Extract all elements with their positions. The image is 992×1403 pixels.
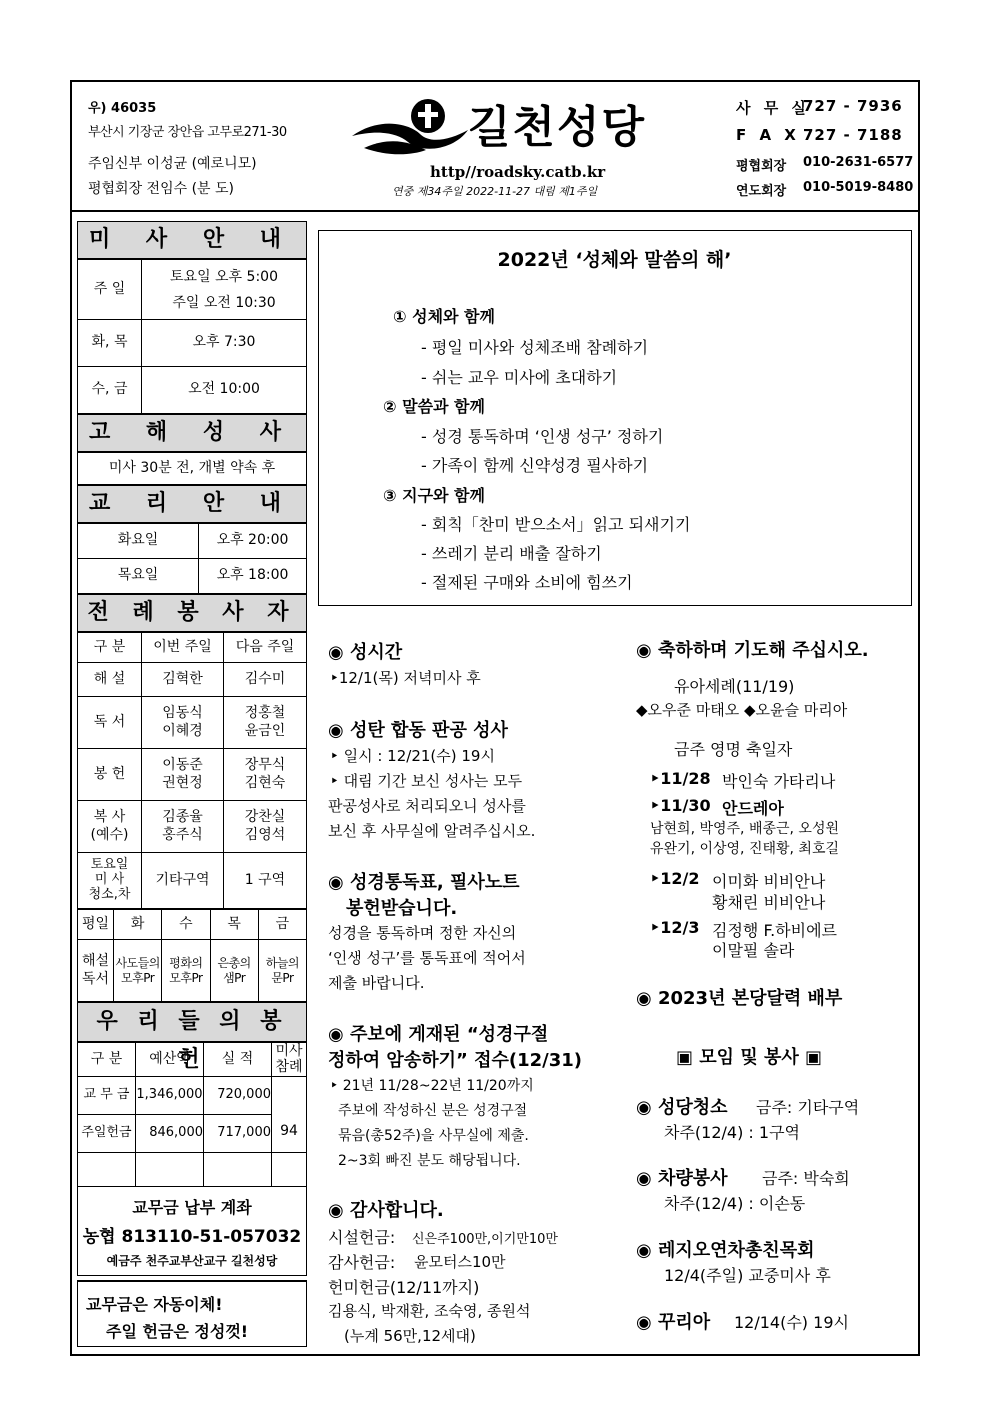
- penance-line: 판공성사로 처리되오니 성사를: [328, 797, 526, 815]
- car-title: ◉ 차량봉사: [636, 1168, 728, 1189]
- confession-title: 고 해 성 사: [77, 414, 307, 452]
- issue-line: 연중 제34주일 2022-11-27 대림 제1주일: [392, 185, 598, 198]
- servers-header: 구 분: [78, 633, 142, 663]
- feast-name: 박인숙 가타리나: [722, 772, 836, 791]
- slogan-line: 주일 헌금은 정성껏!: [106, 1322, 249, 1341]
- penance-line: ‣ 일시 : 12/21(수) 19시: [330, 747, 495, 765]
- theme-heading: ② 말씀과 함께: [383, 397, 485, 416]
- contact-label-fax: F A X: [736, 126, 800, 144]
- servers-table: [77, 632, 307, 909]
- bible-line: ‘인생 성구’를 통독표에 적어서: [328, 949, 526, 967]
- offering-header: 미사 참례: [272, 1043, 307, 1077]
- offering-header: 구 분: [78, 1043, 136, 1077]
- mass-table: [77, 259, 307, 414]
- cleaning-next: 차주(12/4) : 1구역: [664, 1123, 800, 1142]
- baptism-title: 유아세례(11/19): [674, 677, 795, 696]
- legio-text: 12/4(주일) 교중미사 후: [664, 1266, 831, 1285]
- bible-line: 제출 바랍니다.: [328, 974, 425, 992]
- feast-title: 금주 영명 축일자: [674, 740, 793, 759]
- church-logo-icon: [350, 96, 470, 158]
- theme-item: - 회칙「찬미 받으소서」읽고 되새기기: [421, 515, 691, 534]
- offering-title: 우 리 들 의 봉 헌: [77, 1002, 307, 1042]
- gratitude-label: 감사헌금:: [328, 1253, 396, 1272]
- servers-this: 김종율 홍주식: [142, 801, 224, 853]
- mass-time-saturday: 토요일 오후 5:00: [170, 268, 278, 285]
- groups-title: ▣ 모임 및 봉사 ▣: [676, 1047, 823, 1068]
- celebrate-title: ◉ 축하하며 기도해 주십시오.: [636, 640, 869, 661]
- cleaning-this: 금주: 기타구역: [756, 1098, 860, 1117]
- postal-code: 우) 46035: [88, 101, 157, 116]
- rice-total: (누계 56만,12세대): [344, 1327, 476, 1345]
- catechism-title: 교 리 안 내: [77, 485, 307, 523]
- servers-this: 임동식 이혜경: [142, 697, 224, 749]
- account-box: [77, 1187, 307, 1276]
- offering-attendance: 94: [272, 1077, 307, 1153]
- weekday-header: 수: [162, 910, 210, 940]
- account-title: 교무금 납부 계좌: [132, 1198, 252, 1217]
- gratitude-value: 윤모터스10만: [414, 1253, 506, 1271]
- contact-value-yeondo: 010-5019-8480: [803, 180, 914, 195]
- left-column: [77, 221, 307, 1347]
- baptism-names: ◆오우준 마태오 ◆오윤슬 마리아: [636, 701, 848, 719]
- penance-line: ‣ 대림 기간 보신 성사는 모두: [330, 772, 523, 790]
- verse-line: ‣ 21년 11/28~22년 11/20까지: [330, 1078, 534, 1094]
- verse-line: 2~3회 빠진 분도 해당됩니다.: [338, 1153, 521, 1169]
- theme-heading: ③ 지구와 함께: [383, 486, 485, 505]
- weekday-wed: 평화의 모후Pr: [162, 940, 210, 1002]
- account-number: 농협 813110-51-057032: [82, 1227, 302, 1247]
- slogan-box: [77, 1280, 307, 1347]
- offering-header: 예산액: [136, 1043, 204, 1077]
- holy-hour-title: ◉ 성시간: [328, 642, 403, 663]
- header-divider: [70, 210, 920, 212]
- offering-label: 교 무 금: [78, 1077, 136, 1115]
- mass-time-tue-thu: 오후 7:30: [142, 320, 307, 367]
- facility-value: 신은주100만,이기만10만: [412, 1232, 558, 1247]
- verse-line: 묶음(총52주)을 사무실에 제출.: [338, 1128, 529, 1144]
- calendar-notice: ◉ 2023년 본당달력 배부: [636, 988, 843, 1009]
- feast-extra: 유완기, 이상영, 진태황, 최호길: [650, 841, 839, 857]
- servers-next: 강찬실 김영석: [224, 801, 307, 853]
- curia-title: ◉ 꾸리아: [636, 1312, 711, 1333]
- offering-header: 실 적: [204, 1043, 272, 1077]
- offering-actual: 717,000: [204, 1115, 272, 1153]
- contact-value-fax: 727 - 7188: [803, 126, 903, 144]
- weekday-thu: 은총의 샘Pr: [210, 940, 258, 1002]
- theme-item: - 절제된 구매와 소비에 힘쓰기: [421, 573, 633, 592]
- theme-item: - 성경 통독하며 ‘인생 성구’ 정하기: [421, 427, 664, 446]
- car-this: 금주: 박숙희: [762, 1169, 850, 1188]
- weekday-table: [77, 909, 307, 1002]
- verse-title: ◉ 주보에 게재된 “성경구절: [328, 1024, 549, 1045]
- feast-date: ‣11/30: [650, 796, 711, 815]
- feast-extra: 남현희, 박영주, 배종근, 오성원: [650, 821, 839, 837]
- feast-name: 이말필 솔라: [712, 941, 795, 960]
- servers-next: 정홍철 윤금인: [224, 697, 307, 749]
- feast-date: ‣12/3: [650, 918, 700, 937]
- theme-title: 2022년 ‘성체와 말씀의 해’: [497, 249, 732, 271]
- mass-day-tue-thu: 화, 목: [78, 320, 142, 367]
- feast-name: 황채린 비비안나: [712, 893, 826, 912]
- facility-label: 시설헌금:: [328, 1228, 396, 1247]
- catechism-day: 목요일: [78, 559, 199, 594]
- verse-line: 주보에 작성하신 분은 성경구절: [338, 1103, 528, 1119]
- address: 부산시 기장군 장안읍 고무로271-30: [88, 125, 287, 140]
- weekday-header: 금: [258, 910, 306, 940]
- account-holder: 예금주 천주교부산교구 길천성당: [106, 1254, 278, 1268]
- servers-this: 기타구역: [142, 853, 224, 909]
- weekday-header: 평일: [78, 910, 114, 940]
- bible-title-2: 봉헌받습니다.: [346, 898, 458, 919]
- servers-this: 이동준 권현정: [142, 749, 224, 801]
- offering-actual: 720,000: [204, 1077, 272, 1115]
- servers-this: 김혁한: [142, 663, 224, 697]
- servers-role: 토요일 미 사 청소,차: [78, 853, 142, 909]
- contact-label-yeondo: 연도회장: [736, 184, 787, 199]
- thanks-title: ◉ 감사합니다.: [328, 1200, 444, 1221]
- weekday-header: 화: [114, 910, 162, 940]
- legio-title: ◉ 레지오연차총친목회: [636, 1240, 815, 1261]
- weekday-fri: 하늘의 문Pr: [258, 940, 306, 1002]
- penance-title: ◉ 성탄 합동 판공 성사: [328, 720, 508, 741]
- mass-day-sunday: 주 일: [78, 260, 142, 320]
- feast-name: 이미화 비비안나: [712, 872, 826, 891]
- servers-role: 해 설: [78, 663, 142, 697]
- mass-time-wed-fri: 오전 10:00: [142, 367, 307, 414]
- catechism-day: 화요일: [78, 524, 199, 559]
- contact-label-council: 평협회장: [736, 159, 787, 174]
- rice-label: 헌미헌금(12/11까지): [328, 1278, 480, 1297]
- feast-date: ‣11/28: [650, 769, 711, 788]
- theme-heading: ① 성체와 함께: [393, 307, 495, 326]
- theme-item: - 쓰레기 분리 배출 잘하기: [421, 544, 602, 563]
- bible-line: 성경을 통독하며 정한 자신의: [328, 924, 517, 942]
- penance-line: 보신 후 사무실에 알려주십시오.: [328, 822, 536, 840]
- website-link[interactable]: http//roadsky.catb.kr: [430, 163, 606, 181]
- curia-text: 12/14(수) 19시: [734, 1313, 849, 1332]
- weekday-role: 해설 독서: [78, 940, 114, 1002]
- servers-role: 봉 헌: [78, 749, 142, 801]
- theme-item: - 평일 미사와 성체조배 참례하기: [421, 338, 649, 357]
- cleaning-title: ◉ 성당청소: [636, 1097, 728, 1118]
- confession-text: 미사 30분 전, 개별 약속 후: [78, 453, 307, 485]
- weekday-header: 목: [210, 910, 258, 940]
- car-next: 차주(12/4) : 이손동: [664, 1194, 806, 1213]
- feast-date: ‣12/2: [650, 869, 700, 888]
- mass-title: 미 사 안 내: [77, 221, 307, 259]
- servers-next: 장무식 김현숙: [224, 749, 307, 801]
- servers-role: 복 사 (예수): [78, 801, 142, 853]
- catechism-time: 오후 20:00: [199, 524, 307, 559]
- theme-item: - 가족이 함께 신약성경 필사하기: [421, 456, 649, 475]
- catechism-time: 오후 18:00: [199, 559, 307, 594]
- council-chair: 평협회장 전임수 (분 도): [88, 181, 234, 197]
- slogan-line: 교무금은 자동이체!: [86, 1295, 223, 1314]
- contact-value-office: 727 - 7936: [803, 97, 903, 115]
- servers-next: 1 구역: [224, 853, 307, 909]
- contact-label-office: 사 무 실: [736, 99, 810, 117]
- offering-budget: 846,000: [136, 1115, 204, 1153]
- bible-title: ◉ 성경통독표, 필사노트: [328, 872, 520, 893]
- contact-value-council: 010-2631-6577: [803, 155, 914, 170]
- church-name: 길천성당: [468, 102, 647, 153]
- pastor: 주임신부 이성균 (예로니모): [88, 156, 257, 172]
- mass-day-wed-fri: 수, 금: [78, 367, 142, 414]
- feast-name: 안드레아: [722, 799, 784, 818]
- servers-title: 전 례 봉 사 자: [77, 594, 307, 632]
- theme-item: - 쉬는 교우 미사에 초대하기: [421, 368, 618, 387]
- holy-hour-text: ‣12/1(목) 저녁미사 후: [330, 669, 481, 687]
- catechism-table: [77, 523, 307, 594]
- feast-name: 김정행 F.하비에르: [712, 921, 837, 940]
- rice-names: 김용식, 박재환, 조숙영, 종원석: [328, 1302, 531, 1320]
- servers-header: 이번 주일: [142, 633, 224, 663]
- theme-box: [318, 230, 912, 606]
- servers-header: 다음 주일: [224, 633, 307, 663]
- servers-role: 독 서: [78, 697, 142, 749]
- weekday-tue: 사도들의 모후Pr: [114, 940, 162, 1002]
- servers-next: 김수미: [224, 663, 307, 697]
- offering-label: 주일헌금: [78, 1115, 136, 1153]
- offering-budget: 1,346,000: [136, 1077, 204, 1115]
- verse-title-2: 정하여 암송하기” 접수(12/31): [328, 1050, 582, 1071]
- mass-time-sunday: 주일 오전 10:30: [172, 294, 276, 311]
